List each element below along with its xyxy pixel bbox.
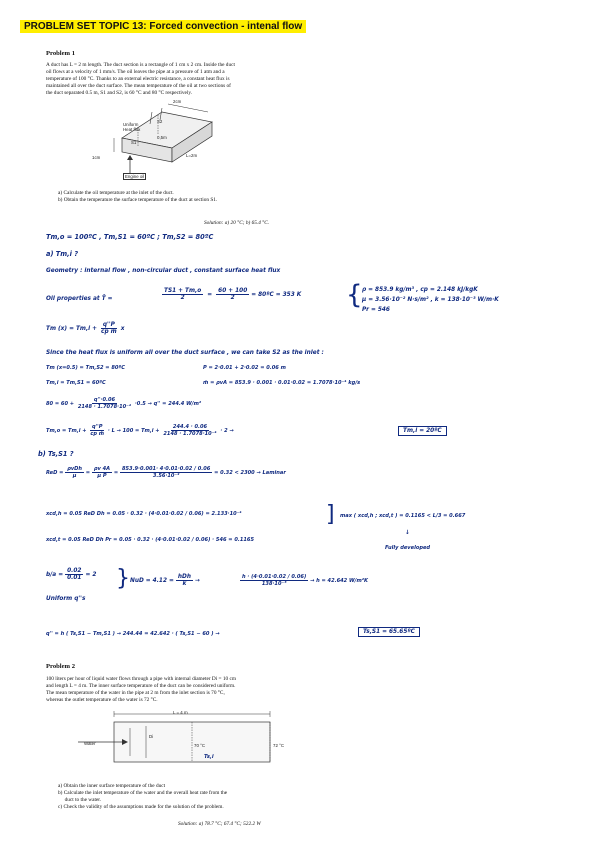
nu-brace: }	[116, 566, 130, 591]
problem1-solution: Solution: a) 20 °C; b) 65.4 °C.	[204, 220, 270, 226]
statement-line: The mean temperature of the water in the pipe at 2 m from the inlet section is 70 °C,	[46, 690, 225, 696]
pipe-length-label: L = 4 m	[173, 710, 188, 715]
height-label: 1cm	[92, 155, 101, 160]
hw-part-a-label: a) Tm,i ?	[46, 250, 79, 258]
equals: =	[113, 470, 119, 476]
eq80-lhs: 80 = 60 +	[46, 401, 75, 407]
hw-perimeter: P = 2·0.01 + 2·0.02 = 0.06 m	[203, 365, 286, 371]
hw-max-check: max ( xcd,h ; xcd,t ) = 0.1165 < L/3 = 0.667	[340, 513, 466, 519]
denominator: μ P	[97, 473, 107, 479]
problem2-solution: Solution: a) 78.7 °C; 67.4 °C; 522.2 W	[178, 821, 261, 827]
hw-since: Since the heat flux is uniform all over the duct surface , we can take S2 as the inlet :	[46, 350, 324, 356]
denominator: 2	[180, 295, 185, 301]
water-label: Water	[84, 741, 96, 746]
numerator: hDh	[177, 574, 191, 580]
surface-temp-label: Ts,i	[204, 754, 214, 760]
denominator: 3.56·10⁻²	[152, 473, 180, 479]
numerator: 244.4 · 0.06	[172, 424, 208, 430]
length-label: L=2m	[186, 153, 198, 158]
statement-line: the duct separated 0.5 m, S1 and S2, is 60 °C and 80 °C respectively.	[46, 90, 193, 96]
numerator: q''P	[102, 322, 115, 328]
page-title: PROBLEM SET TOPIC 13: Forced convection - intenal flow	[20, 20, 306, 33]
hw-uniform-q: Uniform q''s	[46, 596, 86, 602]
question-a: a) Calculate the oil temperature at the inlet of the duct.	[58, 190, 174, 196]
heat-flux-label-line: Heat flux	[123, 127, 141, 132]
problem1-statement	[46, 62, 291, 97]
fraction	[88, 424, 106, 437]
hw-tmo-eq	[46, 424, 234, 437]
fraction	[76, 397, 133, 410]
hw-given: Tm,o = 100ºC , Tm,S1 = 60ºC ; Tm,S2 = 80ºC	[46, 233, 214, 241]
duct-diagram	[100, 100, 230, 182]
width-dimension	[168, 104, 208, 112]
hw-arrow-down: ↓	[405, 530, 410, 536]
fraction	[120, 466, 212, 479]
numerator: 0.02	[67, 568, 82, 574]
statement-line: oil flows at a velocity of 1 mm/s. The oil leaves the pipe at a pressure of 1 atm and a	[46, 69, 225, 75]
diameter-label: Di	[149, 734, 154, 739]
statement-line: 100 liters per hour of liquid water flows through a pipe with internal diameter Di = 10 cm	[46, 676, 236, 682]
denominator: 138·10⁻³	[261, 581, 287, 587]
tm-x-lhs: Tm (x) = Tm,i +	[46, 326, 98, 332]
question-b-cont: duct to the water.	[58, 797, 102, 803]
h-tail: → h = 42.642 W/m²K	[310, 578, 368, 584]
hw-fully-developed: Fully developed	[385, 545, 431, 551]
hw-tm-x-eq	[46, 322, 124, 335]
problem1-questions	[58, 190, 217, 204]
s1-label: S1	[131, 140, 137, 145]
problem2-statement	[46, 676, 306, 704]
numerator: h · (4·0.01·0.02 / 0.06)	[242, 574, 307, 580]
question-b: b) Calculate the inlet temperature of the water and the overall heat rate from the	[58, 790, 228, 796]
tmo-mid: · L → 100 = Tm,i +	[107, 428, 160, 434]
xcd-brace: ]	[326, 502, 335, 527]
denominator: k	[182, 581, 187, 587]
statement-line: whereas the outlet temperature of the water is 72 °C.	[46, 697, 158, 703]
mean-temp-result: = 80ºC = 353 K	[251, 292, 302, 298]
nu-lhs: NuD = 4.12 =	[130, 578, 174, 584]
answer-b-box: Ts,S1 = 65.65ºC	[358, 627, 420, 637]
numerator: 853.9·0.001· 4·0.01·0.02 / 0.06	[121, 466, 211, 472]
gap-label: 0,5m	[157, 135, 167, 140]
heat-flux-label	[123, 122, 140, 132]
numerator: TS1 + Tm,o	[164, 288, 202, 294]
tmo-lhs: Tm,o = Tm,i +	[46, 428, 87, 434]
mid-temp-label: 70 °C	[194, 743, 206, 748]
prop-line: μ = 3.56·10⁻² N·s/m² , k = 138·10⁻³ W/m·K	[362, 297, 499, 303]
inlet-arrowhead	[127, 155, 133, 160]
tmo-tail: · 2 →	[220, 428, 234, 434]
ba-lhs: b/a =	[46, 572, 64, 578]
hw-mdot: ṁ = ρvA = 853.9 · 0.001 · 0.01·0.02 = 1.7078·10⁻⁴ kg/s	[203, 380, 361, 386]
statement-line: maintained all over the duct surface. The mean temperature of the oil at two sections of	[46, 83, 231, 89]
hw-mean-temp-frac1: $\frac{TS1 + Tm,o}{2}$ = $\frac{60 + 100}{2}$ = 80ºC = 353 K	[164, 288, 302, 301]
hw-nusselt	[130, 574, 200, 587]
denominator: μ	[72, 473, 77, 479]
nu-arrow: →	[195, 578, 200, 584]
tm-x-tail: x	[120, 326, 125, 332]
fraction	[161, 424, 218, 437]
pipe-diagram	[74, 710, 284, 776]
fraction	[99, 322, 119, 335]
eq80-tail: ·0.5 → q'' = 244.4 W/m²	[134, 401, 202, 407]
question-c: c) Check the validity of the assumptions made for the solution of the problem.	[58, 804, 224, 810]
hw-xcd-h: xcd,h = 0.05 ReD Dh = 0.05 · 0.32 · (4·0.01·0.02 / 0.06) = 2.133·10⁻⁴	[46, 511, 242, 517]
statement-line: temperature of 100 °C. Thanks to an external electric resistance, a constant heat flux is	[46, 76, 230, 82]
fraction	[92, 466, 112, 479]
problem1-heading: Problem 1	[46, 50, 75, 57]
denominator: 0.01	[67, 575, 82, 581]
fraction	[65, 466, 84, 479]
hw-q-eq: q'' = h ( Ts,S1 − Tm,S1 ) → 244.44 = 42.642 · ( Ts,S1 − 60 ) →	[46, 631, 220, 637]
denominator: cp ṁ	[90, 431, 105, 437]
denominator: cp ṁ	[101, 329, 117, 335]
hw-h-eq	[240, 574, 368, 587]
answer-a-box: Tm,i = 20ºC	[398, 426, 447, 436]
fraction	[240, 574, 308, 587]
denominator: 2	[230, 295, 235, 301]
hw-geometry: Geometry : internal flow , non-circular duct , constant surface heat flux	[46, 268, 281, 274]
problem2-heading: Problem 2	[46, 663, 75, 670]
numerator: ρv 4A	[93, 466, 111, 472]
question-a: a) Obtain the inner surface temperature of the duct	[58, 783, 166, 789]
equals: =	[85, 470, 91, 476]
props-brace: {	[346, 280, 363, 310]
question-b: b) Obtain the temperature the surface temperature of the duct at section S1.	[58, 197, 218, 203]
numerator: ρvDh	[67, 466, 83, 472]
fraction	[176, 574, 193, 587]
hw-cond1: Tm (x=0.5) = Tm,S2 = 80ºC	[46, 365, 126, 371]
hw-ba-ratio	[46, 568, 96, 581]
inlet-label: Engine oil	[125, 174, 145, 179]
ba-tail: = 2	[85, 572, 97, 578]
denominator: 2148 · 1.7078·10⁻⁴	[77, 404, 132, 410]
heat-flux-label-line: Uniform	[123, 122, 139, 127]
denominator: 2148 · 1.7078·10⁻⁴	[163, 431, 217, 437]
problem2-questions	[58, 783, 227, 811]
prop-line: ρ = 853.9 kg/m³ , cp = 2.148 kJ/kgK	[362, 287, 478, 293]
hw-props	[362, 285, 499, 315]
s2-label: S2	[157, 119, 163, 124]
hw-reynolds	[46, 466, 286, 479]
hw-cond2: Tm,i = Tm,S1 = 60ºC	[46, 380, 106, 386]
hw-oil-props-label: Oil properties at T̄ =	[46, 296, 113, 302]
numerator: q''P	[91, 424, 103, 430]
prop-line: Pr = 546	[362, 307, 390, 313]
re-tail: = 0.32 < 2300 → Laminar	[214, 470, 286, 476]
statement-line: and length L = 4 m. The inner surface temperature of the duct can be considered uniform.	[46, 683, 236, 689]
hw-eq80	[46, 397, 201, 410]
fraction	[162, 288, 203, 301]
numerator: 60 + 100	[218, 288, 248, 294]
re-lhs: ReD =	[46, 470, 64, 476]
fraction	[216, 288, 249, 301]
fraction	[65, 568, 83, 581]
statement-line: A duct has L = 2 m length. The duct section is a rectangle of 1 cm x 2 cm. Inside the duct	[46, 62, 235, 68]
hw-xcd-t: xcd,t = 0.05 ReD Dh Pr = 0.05 · 0.32 · (4·0.01·0.02 / 0.06) · 546 = 0.1165	[46, 537, 254, 543]
outlet-temp-label: 72 °C	[273, 743, 285, 748]
numerator: q''·0.06	[93, 397, 116, 403]
width-label: 2cm	[173, 99, 182, 104]
hw-part-b-label: b) Ts,S1 ?	[38, 450, 74, 458]
